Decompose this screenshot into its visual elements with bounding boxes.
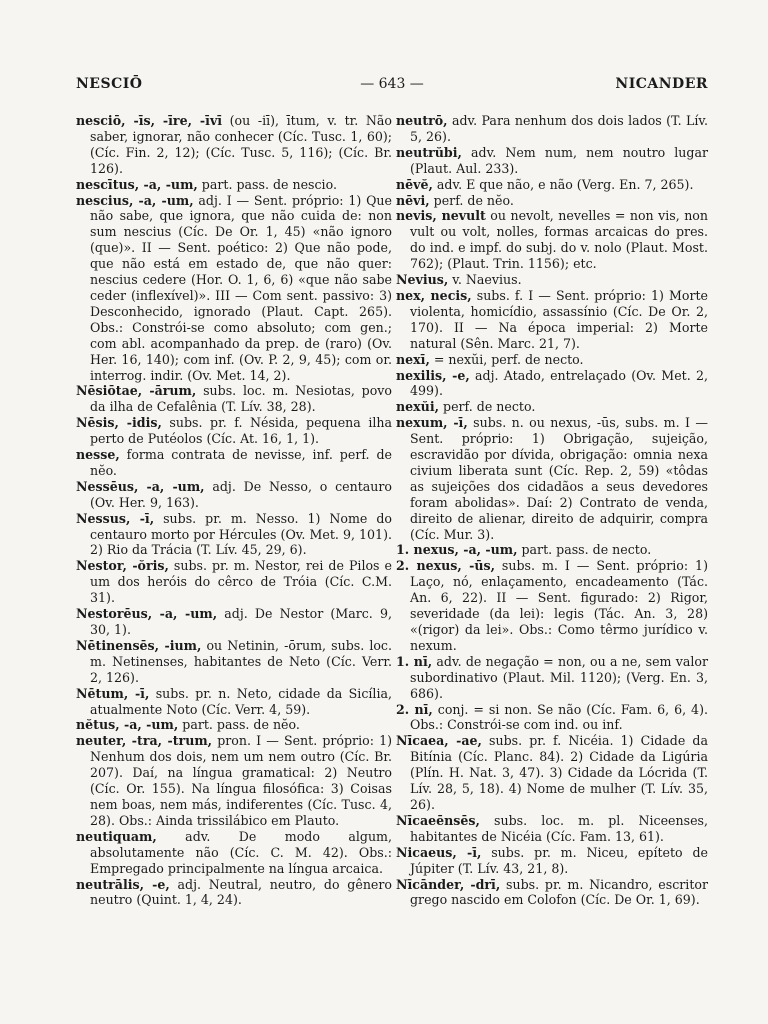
entry-definition: (ou -iī), ītum, v. tr. Não saber, ignorar, não conhecer (Cíc. Tusc. 1, 60); (Cíc. Fin. 2, 12); (Cíc. Tusc. 5, 116); (Cíc. Br. 126). (90, 113, 392, 176)
entry-headword: neuter, -tra, -trum, (76, 733, 213, 749)
entry-headword: Nīcaeēnsēs, (396, 812, 480, 828)
entry-definition: adv. Nem num, nem noutro lugar (Plaut. Aul. 233). (410, 144, 708, 176)
dictionary-entry (396, 558, 708, 653)
entry-headword: Nicaeus, -ī, (396, 844, 482, 860)
entry-definition: adj. De Nesso, o centauro (Ov. Her. 9, 163). (90, 478, 393, 510)
entry-headword: Nēsiōtae, -ārum, (76, 383, 197, 399)
entry-headword: neutiquam, (76, 828, 157, 844)
dictionary-entry (76, 177, 392, 193)
dictionary-entry (76, 113, 392, 177)
dictionary-entry (76, 829, 392, 877)
entry-headword: 2. nexus, -ūs, (396, 558, 495, 574)
entry-definition: subs. pr. n. Neto, cidade da Sicília, atualmente Noto (Cíc. Verr. 4, 59). (90, 685, 392, 717)
entry-headword: 1. nexus, -a, -um, (396, 542, 518, 558)
dictionary-entry (76, 717, 392, 733)
dictionary-entry (76, 415, 392, 447)
dictionary-entry (396, 208, 708, 272)
header-left-guideword: NESCIŌ (76, 76, 143, 92)
entry-headword: nex, necis, (396, 287, 472, 303)
entry-headword: Nētinensēs, -ium, (76, 637, 202, 653)
entry-definition: forma contrata de nevisse, inf. perf. de nĕo. (90, 447, 392, 478)
dictionary-entry (396, 542, 708, 558)
left-column (76, 113, 392, 908)
dictionary-entry (396, 368, 708, 400)
dictionary-entry (76, 383, 392, 415)
entry-definition: ou Netinin, -ōrum, subs. loc. m. Netinenses, habitantes de Neto (Cíc. Verr. 2, 126). (90, 637, 392, 685)
entry-headword: Nevius, (396, 272, 449, 288)
entry-definition: adv. de negação = non, ou a ne, sem valor subordinativo (Plaut. Mil. 1120); (Verg. En. 3, 686). (410, 653, 708, 701)
entry-headword: nēvĕ, (396, 176, 433, 192)
dictionary-entry (76, 558, 392, 606)
entry-definition: perf. de necto. (439, 399, 536, 415)
entry-headword: Nīcaea, -ae, (396, 733, 482, 749)
page-number: — 643 — (360, 76, 424, 92)
page-header (76, 76, 708, 96)
dictionary-entry (76, 193, 392, 384)
entry-definition: perf. de nĕo. (429, 192, 514, 208)
dictionary-entry (396, 113, 708, 145)
entry-headword: nexŭi, (396, 399, 440, 415)
entry-definition: subs. pr. m. Nesso. 1) Nome do centauro morto por Hércules (Ov. Met. 9, 101). 2) Rio da Trácia (T. Lív. 45, 29, 6). (90, 510, 392, 558)
entry-definition: subs. loc. m. Nesiotas, povo da ilha de Cefalênia (T. Lív. 38, 28). (90, 383, 392, 415)
entry-headword: Nessus, -ī, (76, 510, 155, 526)
entry-headword: nexī, (396, 351, 430, 367)
entry-definition: subs. pr. f. Nésida, pequena ilha perto de Putéolos (Cíc. At. 16, 1, 1). (90, 415, 392, 447)
dictionary-entry (396, 288, 708, 352)
entry-definition: part. pass. de nĕo. (178, 717, 300, 733)
entry-definition: adj. Neutral, neutro, do gênero neutro (Quint. 1, 4, 24). (90, 876, 392, 908)
entry-headword: Nestorēus, -a, -um, (76, 606, 218, 622)
dictionary-entry (396, 654, 708, 702)
entry-definition: part. pass. de nescio. (197, 176, 337, 192)
entry-definition: subs. pr. m. Nicandro, escritor grego nascido em Colofon (Cíc. De Or. 1, 69). (410, 876, 708, 908)
entry-headword: nescius, -a, -um, (76, 192, 194, 208)
dictionary-entry (396, 399, 708, 415)
entry-headword: nēvi, (396, 192, 430, 208)
dictionary-entry (396, 177, 708, 193)
entry-definition: part. pass. de necto. (517, 542, 652, 558)
entry-definition: subs. loc. m. pl. Niceenses, habitantes de Nicéia (Cíc. Fam. 13, 61). (410, 812, 708, 844)
dictionary-entry (396, 145, 708, 177)
dictionary-entry (396, 877, 708, 909)
entry-headword: nexum, -ī, (396, 415, 468, 431)
entry-headword: Nēsis, -idis, (76, 415, 162, 431)
entry-headword: neutrŭbi, (396, 144, 462, 160)
entry-definition: pron. I — Sent. próprio: 1) Nenhum dos dois, nem um nem outro (Cíc. Br. 207). Daí, na língua gramatical: 2) Neutro (Cíc. Or. 155). Na língua filosófica: 3) Coisas nem boas, nem más, indiferentes (Cíc. Tusc. 4, 28). Obs.: Ainda trissilábico em Plauto. (90, 733, 392, 828)
dictionary-entry (76, 877, 392, 909)
dictionary-entry (76, 733, 392, 828)
entry-definition: subs. n. ou nexus, -ūs, subs. m. I — Sent. próprio: 1) Obrigação, sujeição, escravidão por dívida, obrigação: omnia nexa civium liberata sunt (Cíc. Rep. 2, 59) «tôdas as sujeições dos cidadãos a seus devedores foram abolidas». Daí: 2) Contrato de venda, direito de alienar, direito de adquirir, compra (Cíc. Mur. 3). (410, 415, 708, 542)
entry-headword: neutrō, (396, 113, 448, 128)
entry-headword: nevis, nevult (396, 208, 486, 224)
entry-headword: nĕtus, -a, -um, (76, 717, 179, 733)
dictionary-entry (396, 813, 708, 845)
dictionary-entry (396, 415, 708, 542)
entry-definition: subs. m. I — Sent. próprio: 1) Laço, nó, enlaçamento, encadeamento (Tác. An. 6, 22). II — Sent. figurado: 2) Rigor, severidade (da lei): legis (Tác. An. 3, 28) «(rigor) da lei». Obs.: Como têrmo jurídico v. nexum. (410, 558, 708, 653)
dictionary-entry (76, 447, 392, 479)
entry-headword: Nessēus, -a, -um, (76, 478, 205, 494)
entry-headword: 2. nī, (396, 701, 433, 717)
entry-definition: subs. pr. m. Nestor, rei de Pilos e um dos heróis do cêrco de Tróia (Cíc. C.M. 31). (90, 558, 392, 606)
entry-definition: v. Naevius. (448, 272, 522, 288)
entry-definition: adv. De modo algum, absolutamente não (Cíc. C. M. 42). Obs.: Empregado principalmente na língua arcaica. (90, 828, 392, 876)
dictionary-entry (76, 606, 392, 638)
dictionary-entry (396, 702, 708, 734)
entry-headword: nesciō, -īs, -īre, -īvī (76, 113, 223, 128)
header-right-guideword: NICANDER (615, 76, 708, 92)
entry-definition: subs. f. I — Sent. próprio: 1) Morte violenta, homicídio, assassínio (Cíc. De Or. 2, 170). II — Na época imperial: 2) Morte natural (Sên. Marc. 21, 7). (410, 287, 709, 351)
entry-definition: subs. pr. f. Nicéia. 1) Cidade da Bitínia (Cíc. Planc. 84). 2) Cidade da Ligúria (Plín. H. Nat. 3, 47). 3) Cidade da Lócrida (T. Lív. 28, 5, 18). 4) Nome de mulher (T. Lív. 35, 26). (410, 733, 708, 812)
entry-definition: ou nevolt, nevelles = non vis, non vult ou volt, nolles, formas arcaicas do pres. do ind. e impf. do subj. do v. nolo (Plaut. Most. 762); (Plaut. Trin. 1156); etc. (410, 208, 708, 272)
dictionary-entry (76, 686, 392, 718)
entry-definition: adv. E que não, e não (Verg. En. 7, 265). (432, 176, 694, 192)
entry-headword: 1. nī, (396, 653, 433, 669)
entry-headword: Nestor, -ŏris, (76, 558, 169, 574)
dictionary-entry (396, 352, 708, 368)
entry-definition: conj. = si non. Se não (Cíc. Fam. 6, 6, 4). Obs.: Constrói-se com ind. ou inf. (410, 701, 708, 733)
dictionary-entry (76, 479, 392, 511)
entry-definition: adj. Atado, entrelaçado (Ov. Met. 2, 499). (410, 367, 708, 399)
entry-definition: subs. pr. m. Niceu, epíteto de Júpiter (T. Lív. 43, 21, 8). (410, 844, 708, 876)
right-column (396, 113, 708, 908)
entry-headword: Nētum, -ī, (76, 685, 150, 701)
entry-definition: adj. De Nestor (Marc. 9, 30, 1). (90, 606, 392, 637)
dictionary-entry (76, 638, 392, 686)
entry-headword: Nīcānder, -drī, (396, 876, 501, 892)
entry-headword: nescītus, -a, -um, (76, 176, 198, 192)
dictionary-entry (76, 511, 392, 559)
entry-definition: = nexŭi, perf. de necto. (429, 351, 584, 367)
dictionary-entry (396, 845, 708, 877)
entry-headword: neutrālis, -e, (76, 876, 170, 892)
entry-definition: adj. I — Sent. próprio: 1) Que não sabe, que ignora, que não cuida de: non sum nescius (Cíc. De Or. 1, 45) «não ignoro (que)». II — Sent. poético: 2) Que não pode, que não está em estado de, que não quer: nescius cedere (Hor. O. 1, 6, 6) «que não sabe ceder (inflexível)». III — Com sent. passivo: 3) Desconhecido, ignorado (Plaut. Capt. 265). Obs.: Constrói-se como absoluto; com gen.; com abl. acompanhado da prep. de (raro) (Ov. Her. 16, 140); com inf. (Ov. P. 2, 9, 45); com or. interrog. indir. (Ov. Met. 14, 2). (90, 192, 392, 383)
entry-headword: nexilis, -e, (396, 367, 470, 383)
entry-headword: nesse, (76, 447, 120, 463)
dictionary-entry (396, 733, 708, 813)
entry-definition: adv. Para nenhum dos dois lados (T. Lív. 5, 26). (410, 113, 708, 144)
dictionary-entry (396, 193, 708, 209)
dictionary-entry (396, 272, 708, 288)
